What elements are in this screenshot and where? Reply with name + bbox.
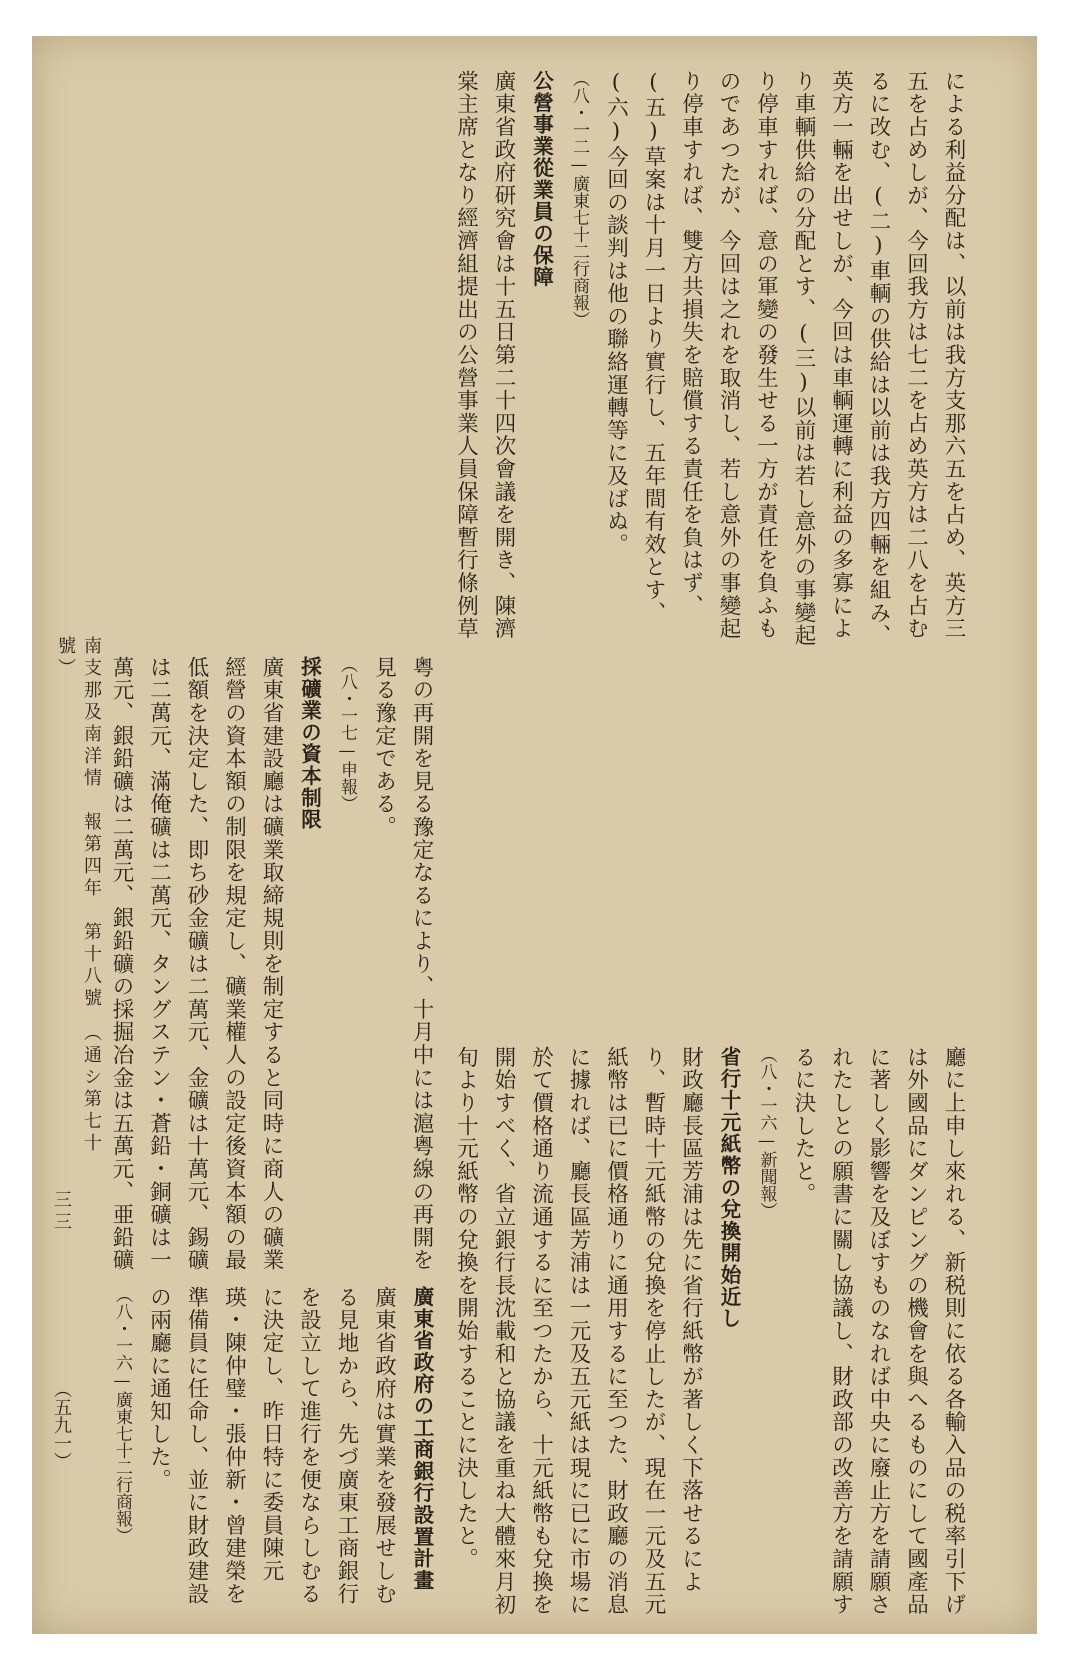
article-block-top-right: [452, 70, 972, 650]
page-number-total: （五九一）: [51, 1380, 72, 1470]
article-heading: 採礦業の資本制限: [297, 656, 322, 831]
scanned-page: [32, 36, 1037, 1634]
article-block-bottom-right: [452, 1046, 972, 1616]
article-block-bottom-left: [100, 1286, 440, 1616]
article-paragraph: 廣東省建設廳は礦業取締規則を制定すると同時に商人の礦業經營の資本額の制限を規定し、礦業權人の設定後資本額の最低額を決定した、即ち砂金礦は二萬元、金礦は十萬元、錫礦は二萬元、滿俺礦は二萬元、タングステン・蒼鉛・銅礦は一萬元、銀鉛礦は二萬元、銀鉛礦の採掘冶金は五萬元、亜鉛礦: [109, 656, 284, 1272]
article-source: （八・一六—新聞報）: [756, 1046, 777, 1219]
article-paragraph: 財政廳長區芳浦は先に省行紙幣が著しく下落せるによ り、暫時十元紙幣の兌換を停止したが、現在一元及五元紙幣は已に價格通りに通用するに至つた、財政廳の消息に據れば、廳長區芳浦は一元及五元紙は現に已に市場に於て價格通り流通するに至つたから、十元紙幣も兌換を開始すべく、省立銀行長沈載和と協議を重ね大體來月初旬より十元紙幣の兌換を開始することに決したと。: [453, 1046, 704, 1616]
article-heading: 廣東省政府の工商銀行設置計畫: [410, 1286, 434, 1592]
article-paragraph: 廳に上申し來れる、新税則に依る各輸入品の税率引下げは外國品にダンピングの機會を與へるものにして國產品に著しく影響を及ぼすものなれば中央に廢止方を請願されたしとの願書に關し協議し、財政部の改善方を請願するに決したと。: [791, 1046, 966, 1616]
article-source: （八・一二—廣東七十二行商報）: [569, 70, 589, 328]
article-heading: [100, 1286, 103, 1616]
article-paragraph: 廣東省政府研究會は十五日第二十四次會議を開き、陳濟棠主席となり經濟組提出の公營事業人員保障暫行條例草: [453, 70, 516, 640]
article-paragraph: による利益分配は、以前は我方支那六五を占め、英方三五を占めしが、今回我方は七二を占め英方は二八を占むるに改む、(二)車輌の供給は以前は我方四輛を組み、英方一輛を出せしが、今回は車輌運轉に利益の多寡により車輌供給の分配とす、(三)以前は若し意外の事變起り停車すれば、意の軍變の發生せる一方が責任を負ふものであつたが、今回は之れを取消し、若し意外の事變起り停車すれば、雙方共損失を賠償する責任を負はず、(五)草案は十月一日より實行し、五年間有效とす、(六)今回の談判は他の聯絡運轉等に及ばぬ。: [603, 70, 966, 647]
page-number: 三三: [51, 1190, 72, 1234]
journal-running-header: 南支那及南洋情 報第四年 第十八號 （通シ第七十號）: [55, 636, 102, 1155]
article-source: （八・一七—申報）: [337, 656, 357, 812]
article-source: （八・一六—廣東七十二行商報）: [112, 1286, 132, 1544]
article-heading: 公營事業從業員の保障: [529, 70, 554, 288]
article-heading: 省行十元紙幣の兌換開始近し: [717, 1046, 741, 1330]
article-paragraph: 粤の再開を見る豫定なるにより、十月中には滬粤線の再開を見る豫定である。: [371, 656, 434, 1272]
article-block-top-left: [100, 656, 440, 1276]
article-paragraph: 廣東省政府は實業を發展せしむる見地から、先づ廣東工商銀行を設立して進行を便ならしむるに決定し、昨日特に委員陳元瑛・陳仲璧・張仲新・曾建榮を準備員に任命し、並に財政建設の兩廳に通知した。: [146, 1286, 397, 1606]
